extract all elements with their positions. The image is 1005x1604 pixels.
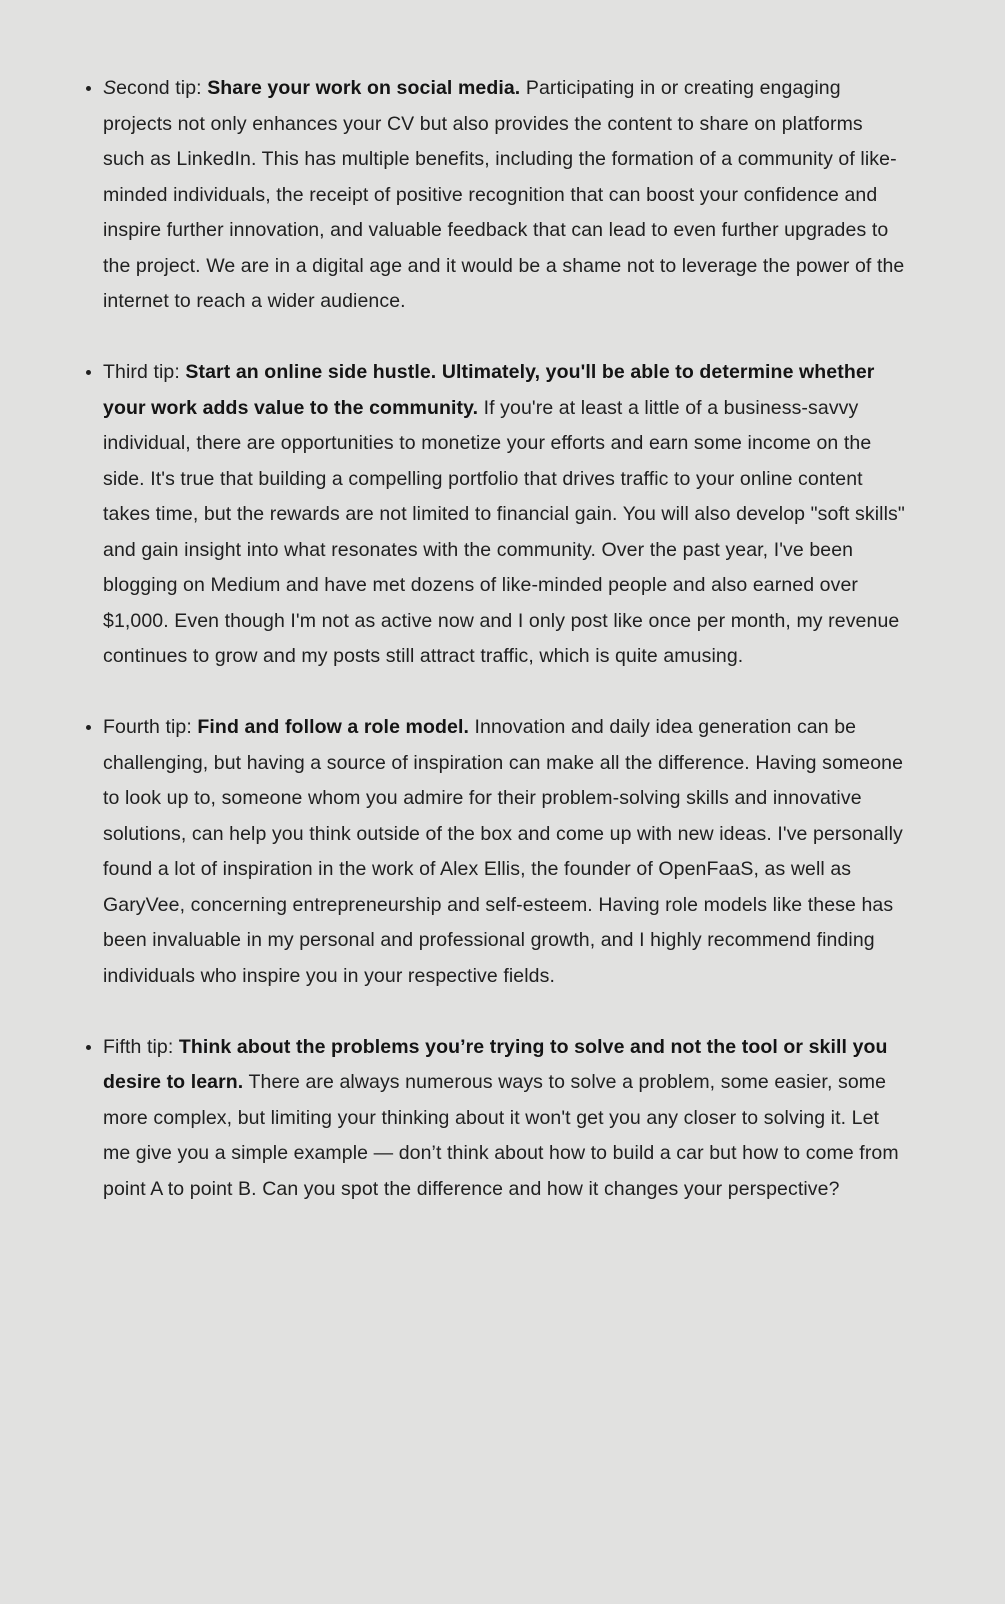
tip-body-text: There are always numerous ways to solve a problem, some easier, some more complex, but limiting your thinking about it won't get you any closer to solving it. Let me give you a simple example — don’t think about how to build a car but how to come from point A to point B. Can you spot the difference and how it changes your perspective?: [103, 1071, 899, 1200]
tip-prefix: Third tip:: [103, 361, 186, 383]
tip-prefix: Fifth tip:: [103, 1035, 179, 1058]
tip-body-text: If you're at least a little of a business-savvy individual, there are opportunities to monetize your efforts and earn some income on the side. It's true that building a compelling portfolio that drives traffic to your online content takes time, but the rewards are not limited to financial gain. You will also develop "soft skills" and gain insight into what resonates with the community. Over the past year, I've been blogging on Medium and have met dozens of like-minded people and also earned over $1,000. Even though I'm not as active now and I only post like once per month, my revenue continues to grow and my posts still attract traffic, which is quite amusing.: [103, 396, 905, 667]
tip-bold-text: Share your work on social media.: [207, 77, 521, 99]
tip-prefix: Fourth tip:: [103, 716, 198, 738]
tip-prefix-italic: S: [103, 77, 117, 99]
tip-bold-text: Think about the problems you’re trying to solve and not the tool or skill you desire to learn.: [103, 1035, 888, 1093]
tip-body-text: Innovation and daily idea generation can be challenging, but having a source of inspiration can make all the difference. Having someone to look up to, someone whom you admire for their problem-solving skills and innovative solutions, can help you think outside of the box and come up with new ideas. I've personally found a lot of inspiration in the work of Alex Ellis, the founder of OpenFaaS, as well as GaryVee, concerning entrepreneurship and self-esteem. Having role models like these has been invaluable in my personal and professional growth, and I highly recommend finding individuals who inspire you in your respective fields.: [103, 716, 904, 987]
tip-bold-text: Find and follow a role model.: [197, 716, 469, 738]
list-item: [103, 1030, 908, 1208]
list-item: [103, 71, 908, 320]
tip-bold-text: Start an online side hustle. Ultimately, you'll be able to determine whether your work adds value to the community.: [103, 361, 875, 419]
tip-body-text: Participating in or creating engaging projects not only enhances your CV but also provides the content to share on platforms such as LinkedIn. This has multiple benefits, including the formation of a community of like-minded individuals, the receipt of positive recognition that can boost your confidence and inspire further innovation, and valuable feedback that can lead to even further upgrades to the project. We are in a digital age and it would be a shame not to leverage the power of the internet to reach a wider audience.: [103, 77, 905, 312]
list-item: [103, 355, 908, 675]
tips-list: [0, 71, 908, 1207]
tip-prefix: econd tip:: [116, 77, 208, 99]
list-item: [103, 710, 908, 994]
